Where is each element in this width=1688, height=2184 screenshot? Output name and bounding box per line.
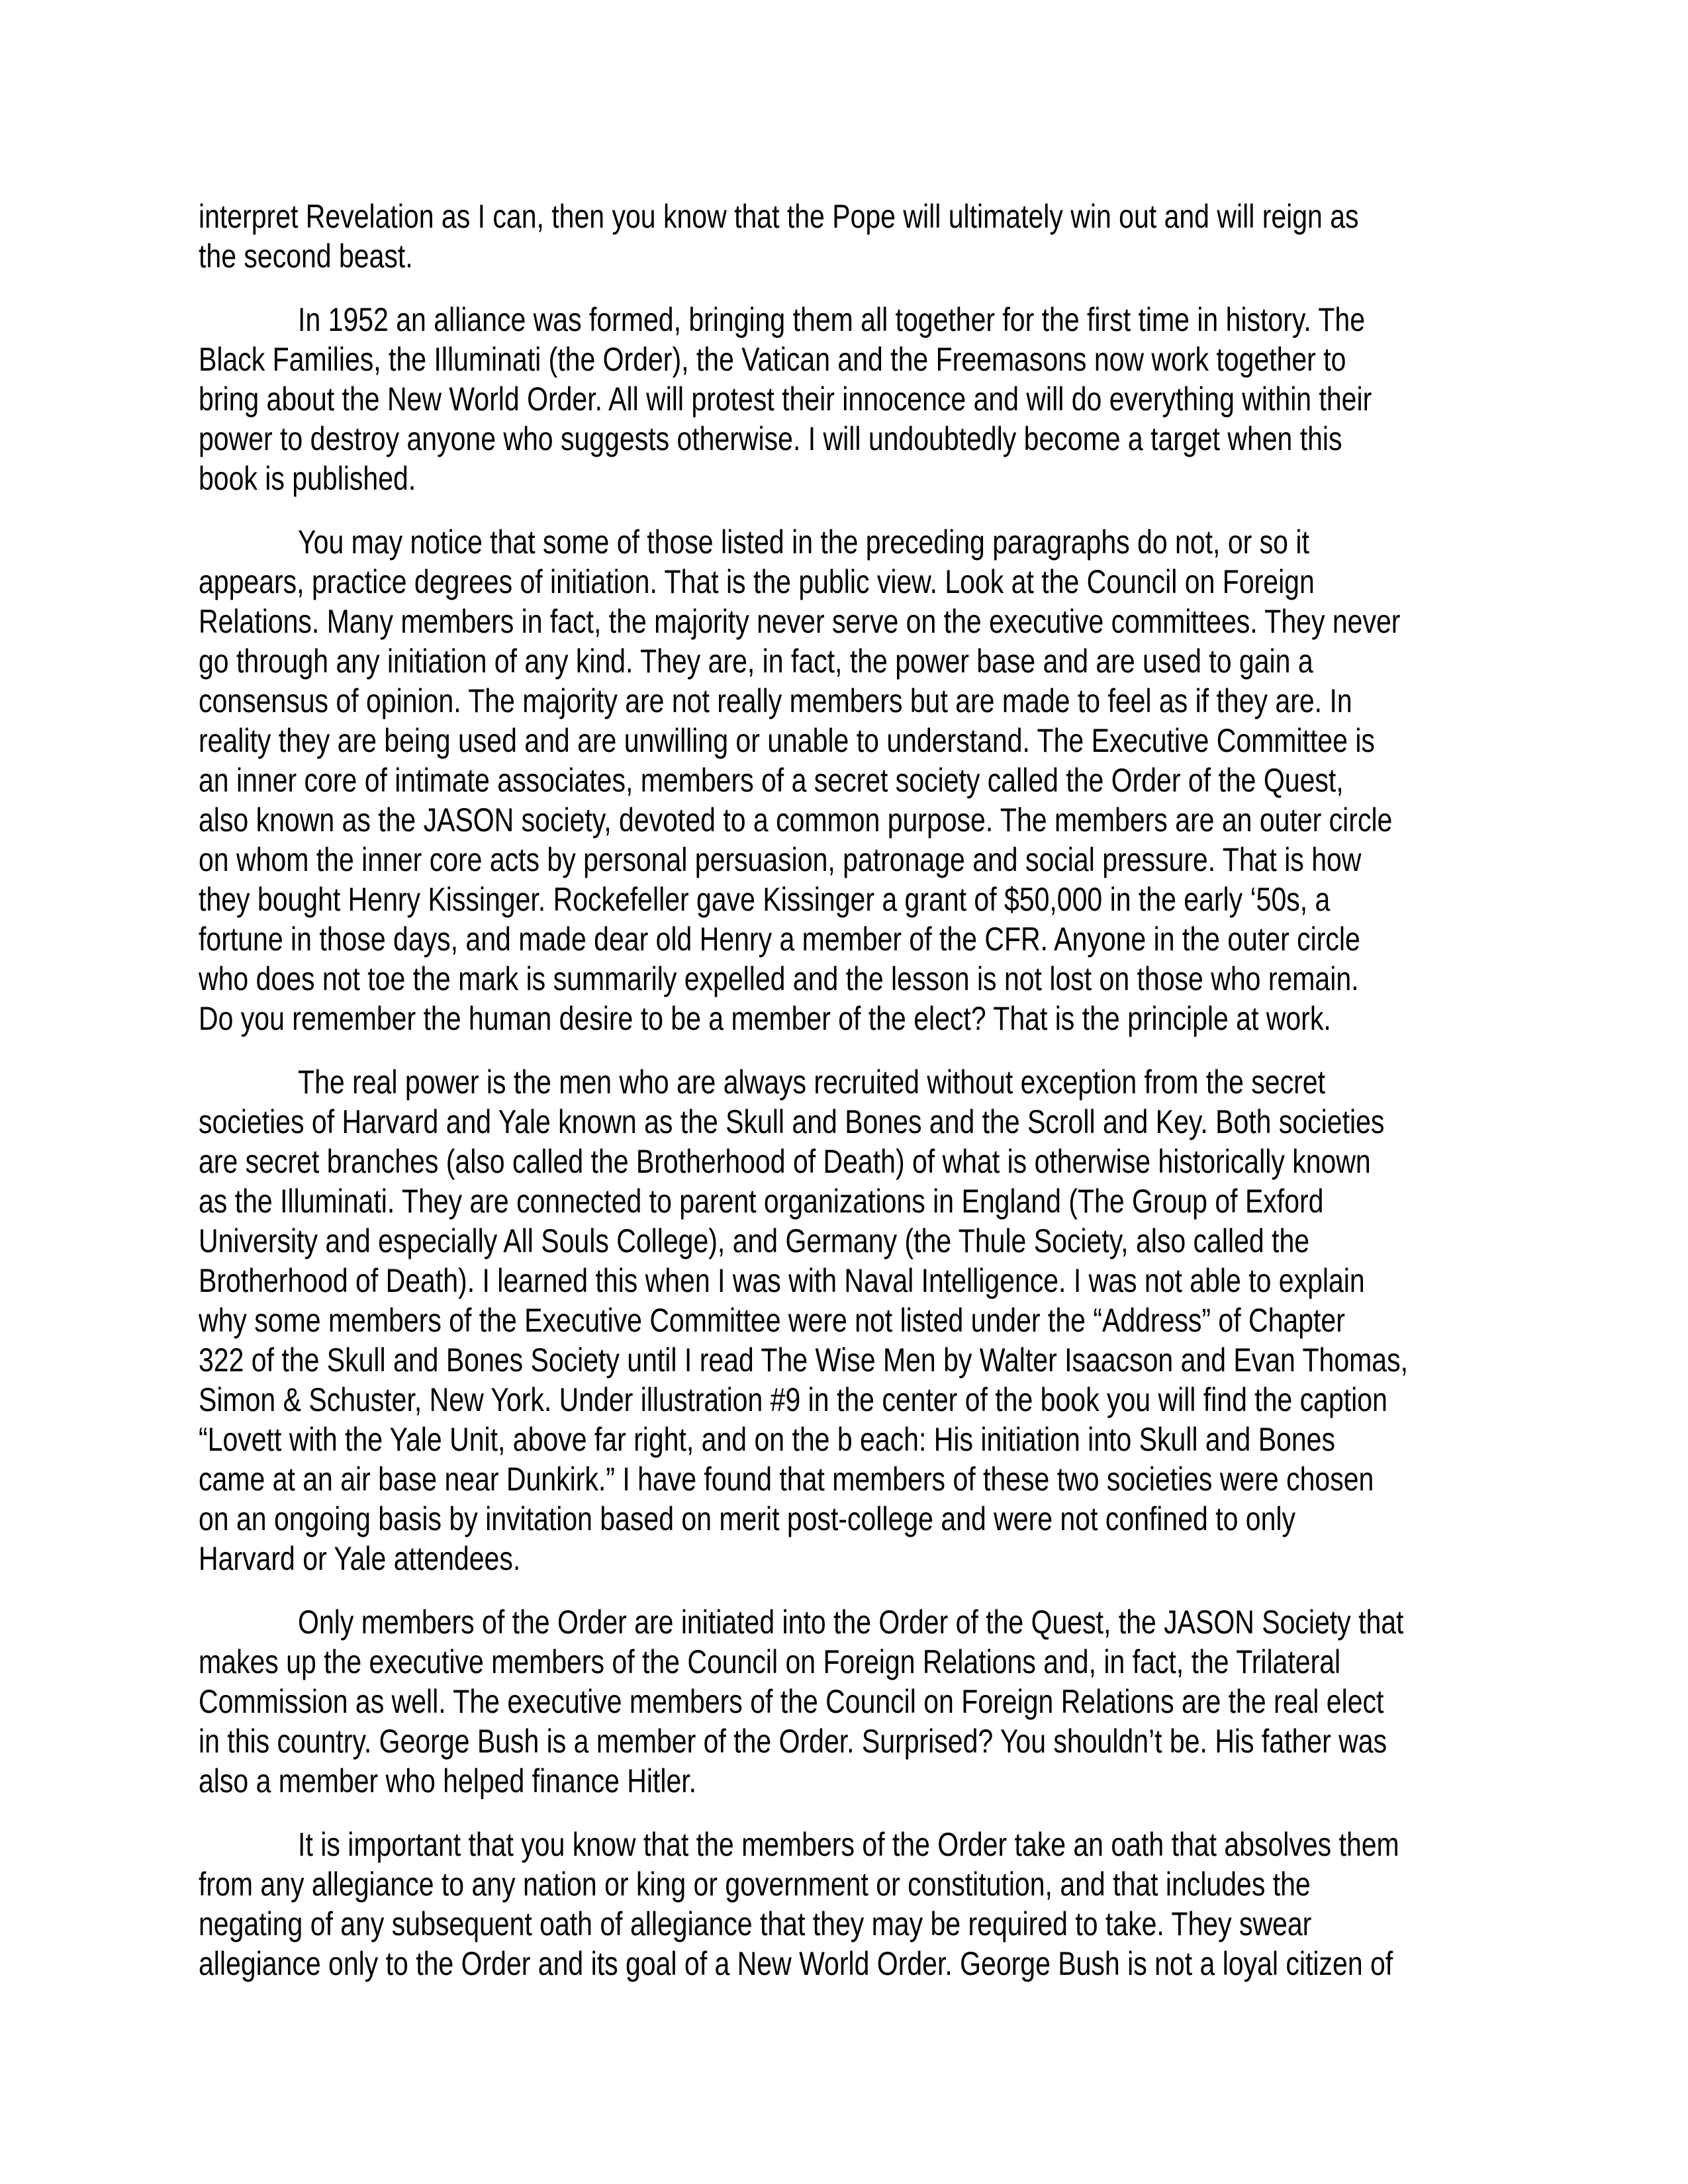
text-line: negating of any subsequent oath of allegiance that they may be required to take. They swear (199, 1905, 1312, 1942)
text-line: Only members of the Order are initiated into the Order of the Quest, the JASON Society that (298, 1604, 1404, 1641)
text-line: fortune in those days, and made dear old Henry a member of the CFR. Anyone in the outer circle (199, 921, 1360, 958)
text-line: Black Families, the Illuminati (the Order), the Vatican and the Freemasons now work together to (199, 341, 1346, 378)
text-line: also a member who helped finance Hitler. (199, 1762, 697, 1799)
text-line: 322 of the Skull and Bones Society until I read The Wise Men by Walter Isaacson and Evan Thomas, (199, 1342, 1409, 1379)
paragraph (199, 1825, 1501, 1983)
text-line: Relations. Many members in fact, the majority never serve on the executive committees. They never (199, 603, 1401, 640)
text-line: University and especially All Souls College), and Germany (the Thule Society, also called the (199, 1222, 1310, 1259)
text-line: who does not toe the mark is summarily expelled and the lesson is not lost on those who remain. (199, 960, 1359, 997)
text-line: power to destroy anyone who suggests otherwise. I will undoubtedly become a target when this (199, 420, 1342, 457)
text-line: as the Illuminati. They are connected to parent organizations in England (The Group of Exford (199, 1183, 1324, 1220)
text-line: “Lovett with the Yale Unit, above far right, and on the b each: His initiation into Skull and Bones (199, 1421, 1335, 1458)
text-line: also known as the JASON society, devoted to a common purpose. The members are an outer circle (199, 801, 1393, 839)
paragraph (199, 300, 1501, 498)
text-line: they bought Henry Kissinger. Rockefeller gave Kissinger a grant of $50,000 in the early ‘50s, a (199, 881, 1331, 918)
text-line: Do you remember the human desire to be a member of the elect? That is the principle at work. (199, 1000, 1331, 1037)
text-line: appears, practice degrees of initiation. That is the public view. Look at the Council on Foreign (199, 563, 1315, 600)
document-body (199, 197, 1501, 1983)
text-line: It is important that you know that the members of the Order take an oath that absolves them (298, 1826, 1399, 1863)
text-line: interpret Revelation as I can, then you know that the Pope will ultimately win out and will reign as (199, 198, 1359, 235)
text-line: go through any initiation of any kind. They are, in fact, the power base and are used to gain a (199, 643, 1313, 680)
text-line: allegiance only to the Order and its goal of a New World Order. George Bush is not a loyal citizen of (199, 1945, 1393, 1982)
text-line: from any allegiance to any nation or king or government or constitution, and that includes the (199, 1866, 1311, 1903)
text-line: makes up the executive members of the Council on Foreign Relations and, in fact, the Trilateral (199, 1643, 1341, 1680)
paragraph (199, 1062, 1501, 1578)
text-line: came at an air base near Dunkirk.” I have found that members of these two societies were chosen (199, 1461, 1374, 1498)
text-line: an inner core of intimate associates, members of a secret society called the Order of the Quest, (199, 762, 1344, 799)
text-line: in this country. George Bush is a member of the Order. Surprised? You shouldn’t be. His father was (199, 1723, 1387, 1760)
text-line: consensus of opinion. The majority are not really members but are made to feel as if they are. In (199, 682, 1352, 719)
text-line: why some members of the Executive Committee were not listed under the “Address” of Chapter (199, 1302, 1345, 1339)
text-line: book is published. (199, 460, 416, 497)
text-line: reality they are being used and are unwilling or unable to understand. The Executive Committee is (199, 722, 1375, 759)
text-line: The real power is the men who are always recruited without exception from the secret (298, 1064, 1325, 1101)
paragraph (199, 197, 1501, 276)
text-line: bring about the New World Order. All will protest their innocence and will do everything within their (199, 381, 1372, 418)
text-line: Harvard or Yale attendees. (199, 1540, 521, 1577)
text-line: on an ongoing basis by invitation based on merit post-college and were not confined to only (199, 1500, 1296, 1537)
text-line: In 1952 an alliance was formed, bringing them all together for the first time in history. The (298, 301, 1366, 338)
paragraph (199, 522, 1501, 1038)
text-line: You may notice that some of those listed in the preceding paragraphs do not, or so it (298, 523, 1309, 561)
text-line: Brotherhood of Death). I learned this when I was with Naval Intelligence. I was not able to explain (199, 1262, 1365, 1299)
text-line: Simon & Schuster, New York. Under illustration #9 in the center of the book you will find the caption (199, 1381, 1387, 1418)
text-line: Commission as well. The executive members of the Council on Foreign Relations are the real elect (199, 1683, 1384, 1720)
text-line: the second beast. (199, 238, 413, 275)
text-line: on whom the inner core acts by personal persuasion, patronage and social pressure. That is how (199, 841, 1362, 878)
text-line: are secret branches (also called the Brotherhood of Death) of what is otherwise historically known (199, 1143, 1371, 1180)
text-line: societies of Harvard and Yale known as the Skull and Bones and the Scroll and Key. Both societies (199, 1103, 1385, 1140)
paragraph (199, 1602, 1501, 1801)
